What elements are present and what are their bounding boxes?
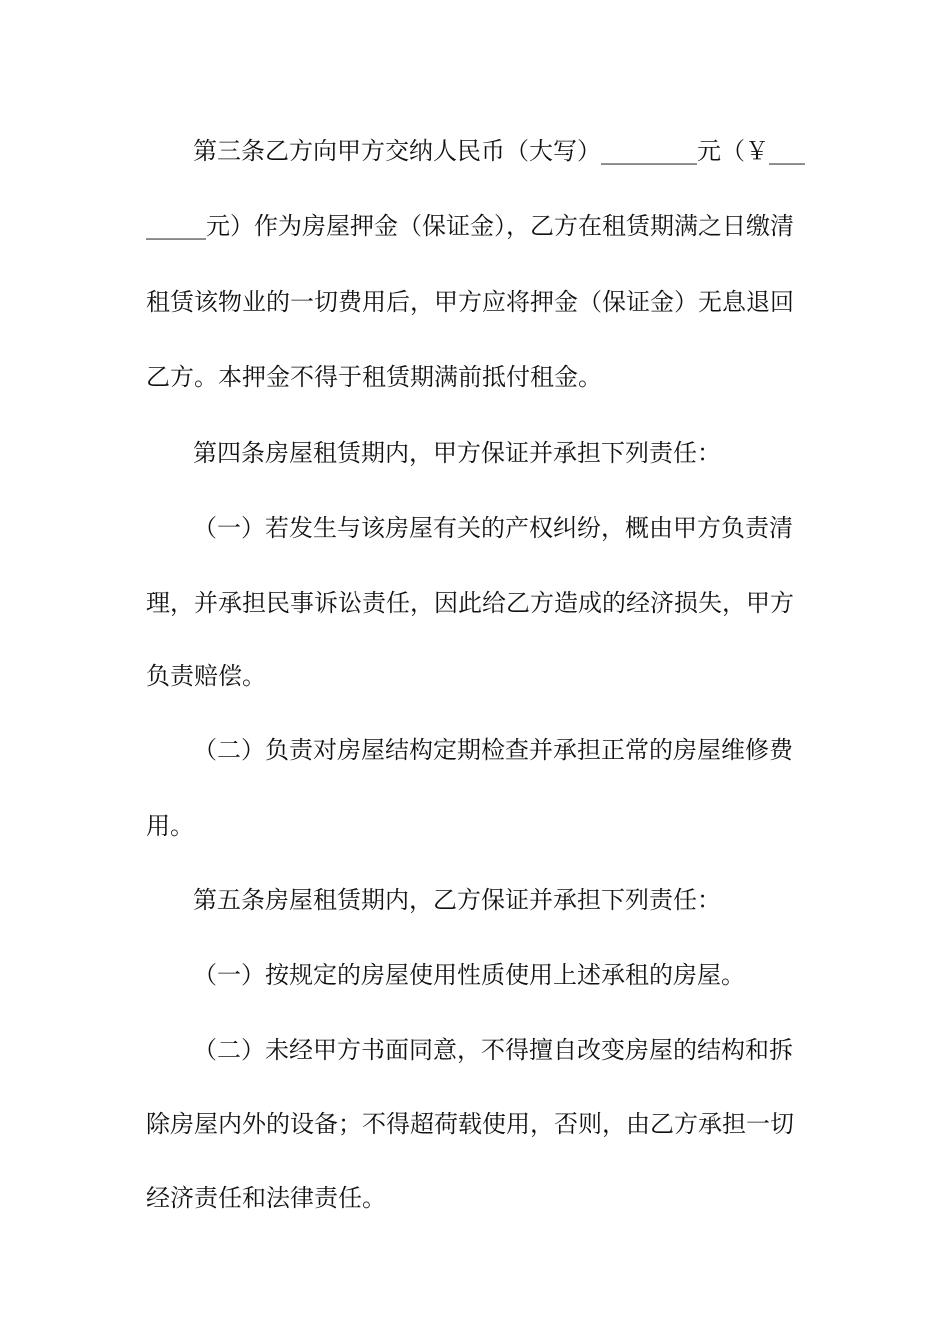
- paragraph-line: 乙方。本押金不得于租赁期满前抵付租金。: [146, 363, 602, 391]
- paragraph-line: 负责赔偿。: [146, 662, 266, 690]
- paragraph-line: 经济责任和法律责任。: [146, 1184, 386, 1212]
- paragraph-line: 除房屋内外的设备；不得超荷载使用，否则，由乙方承担一切: [146, 1110, 794, 1138]
- paragraph-line: （二）未经甲方书面同意，不得擅自改变房屋的结构和拆: [193, 1036, 793, 1064]
- paragraph-line: （一）按规定的房屋使用性质使用上述承租的房屋。: [193, 961, 745, 989]
- paragraph-line: 第四条房屋租赁期内，甲方保证并承担下列责任：: [193, 439, 721, 467]
- paragraph-line: 用。: [146, 812, 194, 840]
- paragraph-line: （二）负责对房屋结构定期检查并承担正常的房屋维修费: [193, 736, 793, 764]
- paragraph-line: 理，并承担民事诉讼责任，因此给乙方造成的经济损失，甲方: [146, 589, 794, 617]
- paragraph-line: 第三条乙方向甲方交纳人民币（大写）________元（￥___: [193, 137, 805, 165]
- paragraph-line: 租赁该物业的一切费用后，甲方应将押金（保证金）无息退回: [146, 288, 794, 316]
- paragraph-line: （一）若发生与该房屋有关的产权纠纷，概由甲方负责清: [193, 514, 793, 542]
- paragraph-line: _____元）作为房屋押金（保证金），乙方在租赁期满之日缴清: [146, 212, 794, 240]
- paragraph-line: 第五条房屋租赁期内，乙方保证并承担下列责任：: [193, 886, 721, 914]
